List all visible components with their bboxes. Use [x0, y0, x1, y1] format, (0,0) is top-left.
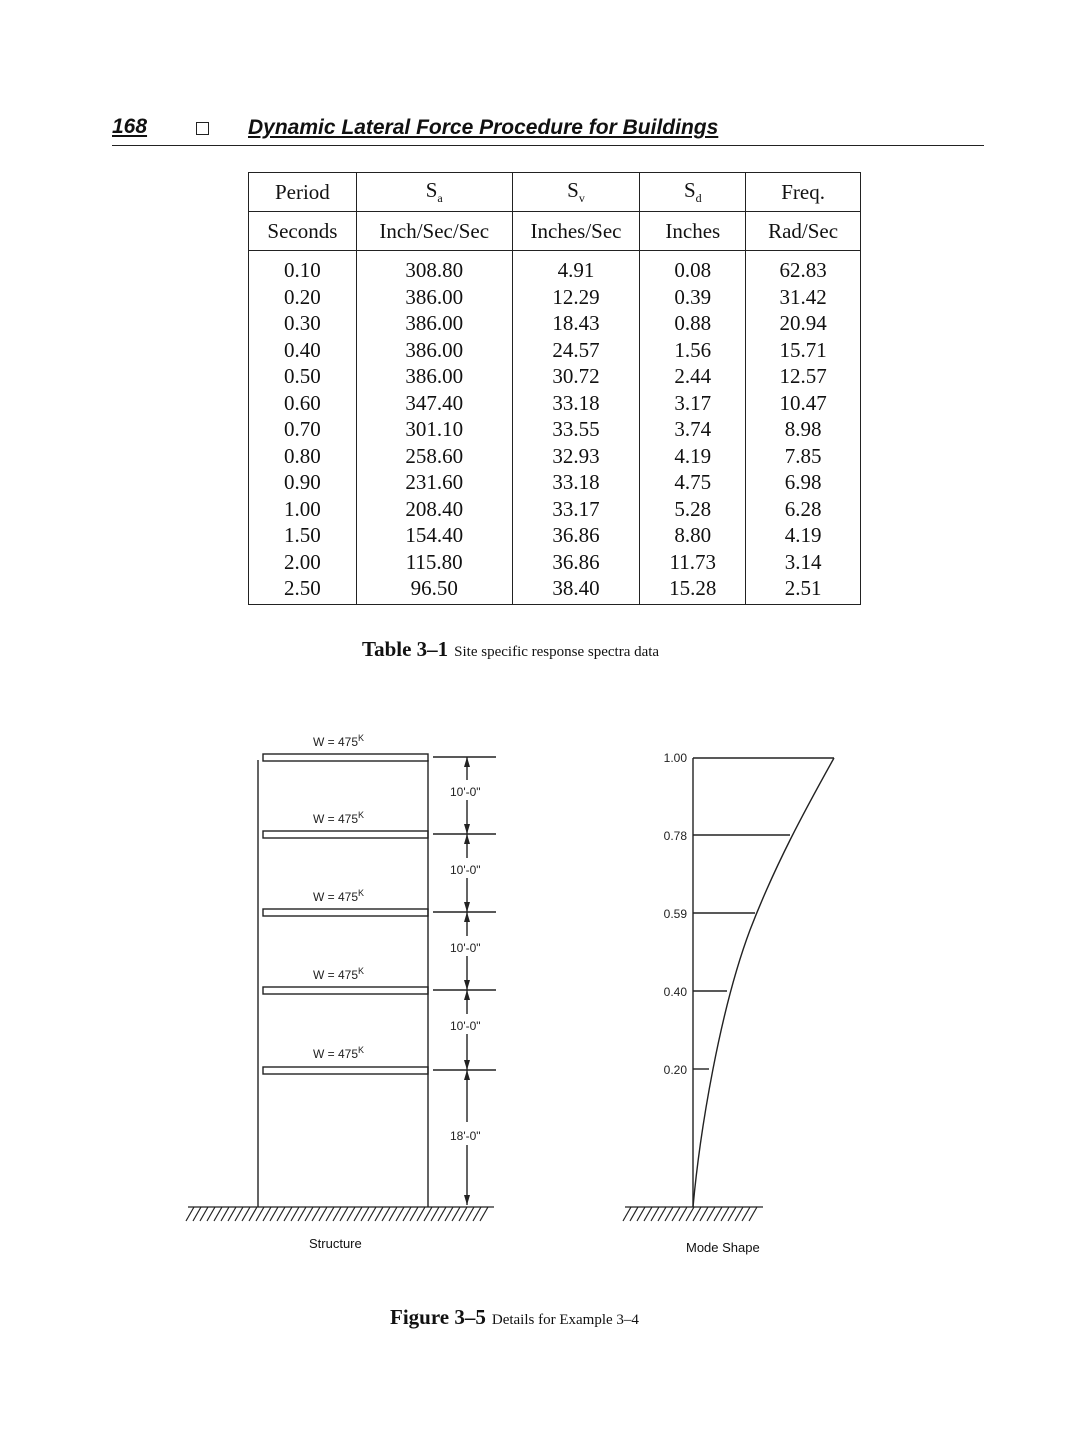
table-cell: 2.44 [674, 364, 712, 388]
weight-label: $W = 475^K$ [313, 1045, 365, 1061]
col-header-sd: $S_d$ [640, 173, 746, 212]
story-height: 10'-0" [450, 1019, 481, 1033]
table-cell: 0.08 [674, 258, 712, 282]
mode-value: 0.20 [663, 1063, 687, 1077]
table-cell: 0.90 [284, 470, 321, 494]
table-cell: 0.30 [284, 311, 321, 335]
table-cell: 18.43 [552, 311, 600, 335]
table-cell: 62.83 [779, 258, 827, 282]
table-cell: 4.75 [674, 470, 712, 494]
mode-shape-label: Mode Shape [686, 1240, 760, 1255]
table-cell: 96.50 [410, 576, 458, 600]
table-cell: 33.18 [552, 470, 600, 494]
table-cell: 386.00 [405, 311, 464, 335]
table-cell: 10.47 [779, 390, 827, 415]
table-cell: 11.73 [669, 549, 717, 574]
unit-seconds: Seconds [249, 212, 357, 251]
table-cell: 0.50 [284, 364, 321, 388]
story-height: 18'-0" [450, 1129, 481, 1143]
page-number: 168 [112, 115, 148, 138]
table-cell: 36.86 [552, 523, 600, 547]
table-cell: 4.19 [784, 523, 822, 547]
table-cell: 36.86 [552, 549, 600, 574]
table-cell: 5.28 [674, 496, 712, 521]
table-cell: 3.74 [674, 417, 712, 441]
mode-value: 0.78 [663, 829, 687, 843]
mode-shape-values [664, 751, 688, 1077]
unit-inch-sec-sec: Inch/Sec/Sec [356, 212, 512, 251]
table-cell: 0.70 [284, 417, 321, 441]
table-cell: 3.17 [674, 390, 712, 415]
floor-weight-labels [313, 733, 364, 1061]
figure-caption [390, 1305, 639, 1330]
table-cell: 20.94 [779, 311, 827, 335]
mode-shape-ground [623, 1207, 763, 1221]
table-cell: 33.18 [552, 390, 600, 415]
figure-caption-label: Figure 3–5 [390, 1305, 486, 1329]
table-cell: 308.80 [405, 258, 464, 282]
table-cell: 347.40 [405, 390, 464, 415]
table-cell: 0.60 [284, 390, 321, 415]
table-cell: 7.85 [784, 443, 822, 468]
table-cell: 2.51 [784, 576, 822, 600]
story-height: 10'-0" [450, 863, 481, 877]
table-cell: 0.39 [674, 284, 712, 309]
table-cell: 386.00 [405, 364, 464, 388]
table-cell: 32.93 [552, 443, 600, 468]
figure-caption-text: Details for Example 3–4 [491, 1312, 639, 1328]
table-cell: 33.17 [552, 496, 600, 521]
table-cell: 38.40 [552, 576, 600, 600]
table-cell: 12.57 [779, 364, 827, 388]
table-cell: 6.98 [784, 470, 822, 494]
table-cell: 31.42 [779, 284, 827, 309]
table-cell: 33.55 [552, 417, 600, 441]
table-cell: 258.60 [405, 443, 464, 468]
running-title: Dynamic Lateral Force Procedure for Buildings [248, 116, 719, 139]
table-cell: 0.40 [284, 337, 321, 362]
table-cell: 1.56 [674, 337, 712, 362]
weight-label: $W = 475^K$ [313, 733, 365, 749]
col-header-period: Period [249, 173, 357, 212]
mode-shape-drawing [693, 758, 834, 1207]
weight-label: $W = 475^K$ [313, 810, 365, 826]
table-cell: 0.88 [674, 311, 712, 335]
mode-value: 0.59 [663, 907, 687, 921]
table-cell: 2.50 [284, 576, 321, 600]
table-cell: 24.57 [552, 337, 600, 362]
table-cell: 4.91 [557, 258, 595, 282]
mode-value: 1.00 [663, 751, 687, 765]
col-header-freq: Freq. [746, 173, 861, 212]
mode-value: 0.40 [663, 985, 687, 999]
unit-inches: Inches [640, 212, 746, 251]
col-header-sa: $S_a$ [356, 173, 512, 212]
table-cell: 2.00 [284, 549, 321, 574]
table-cell: 1.00 [284, 496, 321, 521]
col-header-sv: $S_v$ [512, 173, 640, 212]
table-cell: 386.00 [405, 284, 464, 309]
table-cell: 15.28 [669, 576, 717, 600]
story-height: 10'-0" [450, 941, 481, 955]
table-cell: 231.60 [405, 470, 464, 494]
table-cell: 0.20 [284, 284, 321, 309]
table-caption-text: Site specific response spectra data [454, 644, 660, 660]
unit-rad-sec: Rad/Sec [746, 212, 861, 251]
table-cell: 0.80 [284, 443, 321, 468]
table-cell: 8.98 [784, 417, 822, 441]
table-cell: 386.00 [405, 337, 464, 362]
table-cell: 0.10 [284, 258, 321, 282]
structure-label: Structure [309, 1236, 362, 1251]
weight-label: $W = 475^K$ [313, 888, 365, 904]
table-cell: 15.71 [779, 337, 827, 362]
table-cell: 154.40 [405, 523, 464, 547]
table-cell: 301.10 [405, 417, 464, 441]
structure-ground [186, 1207, 494, 1221]
table-cell: 208.40 [405, 496, 464, 521]
table-cell: 3.14 [784, 549, 822, 574]
story-height: 10'-0" [450, 785, 481, 799]
table-cell: 30.72 [552, 364, 600, 388]
story-height-labels [450, 785, 481, 1143]
table-cell: 4.19 [674, 443, 712, 468]
unit-inches-sec: Inches/Sec [512, 212, 640, 251]
weight-label: $W = 475^K$ [313, 966, 365, 982]
table-caption-label: Table 3–1 [362, 637, 449, 661]
table-cell: 6.28 [784, 496, 822, 521]
table-cell: 1.50 [284, 523, 321, 547]
table-cell: 12.29 [552, 284, 600, 309]
table-cell: 8.80 [674, 523, 712, 547]
table-cell: 115.80 [405, 549, 463, 574]
